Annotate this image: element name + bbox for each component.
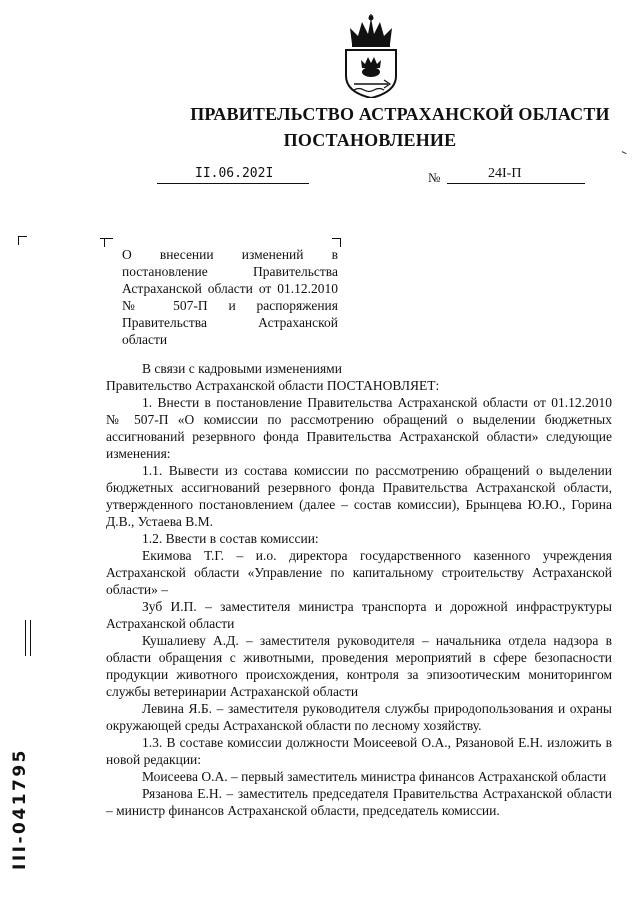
document-number: 24I-П xyxy=(488,166,522,181)
body-paragraph: Рязанова Е.Н. – заместитель председателя Правительства Астраханской области – министр финансов Астраханской области, председатель комиссии. xyxy=(106,786,612,818)
subject-bracket-left xyxy=(104,238,113,247)
body-paragraph: Зуб И.П. – заместителя министра транспорта и дорожной инфраструктуры Астраханской области xyxy=(106,599,612,631)
margin-rule xyxy=(25,620,26,656)
number-underline xyxy=(447,183,585,184)
body-paragraph: 1.1. Вывести из состава комиссии по рассмотрению обращений о выделении бюджетных ассигнований резервного фонда Правительства Астраханской области, утвержденного постановлением (далее – состав комиссии), Брынцева Ю.Ю., Горина Д.В., Устаева В.М. xyxy=(106,463,612,529)
body-paragraph: Екимова Т.Г. – и.о. директора государственного казенного учреждения Астраханской области «Управление по капитальному строительству Астраханской области» – xyxy=(106,548,612,597)
margin-rule xyxy=(30,620,31,656)
form-serial-number: III-041795 xyxy=(10,747,30,870)
body-paragraph: Моисеева О.А. – первый заместитель министра финансов Астраханской области xyxy=(142,769,607,784)
margin-corner-mark xyxy=(18,236,27,245)
document-body xyxy=(106,360,612,819)
government-title: ПРАВИТЕЛЬСТВО АСТРАХАНСКОЙ ОБЛАСТИ xyxy=(190,104,610,124)
document-date: II.06.202I xyxy=(195,166,274,181)
body-paragraph: В связи с кадровыми изменениями xyxy=(142,361,342,376)
document-subject: О внесении изменений в постановление Правительства Астраханской области от 01.12.2010 № 507-П и распоряжения Правительства Астраханской области xyxy=(122,247,338,347)
body-paragraph: Кушалиеву А.Д. – заместителя руководителя – начальника отдела надзора в области обращения с животными, проведения мероприятий в сфере безопасности продукции животного происхождения, контроля за эпизоотическим мониторингом службы ветеринарии Астраханской области xyxy=(106,633,612,699)
body-paragraph: Правительство Астраханской области ПОСТАНОВЛЯЕТ: xyxy=(106,378,440,393)
document-type: ПОСТАНОВЛЕНИЕ xyxy=(283,130,457,150)
body-paragraph: 1. Внести в постановление Правительства Астраханской области от 01.12.2010 № 507-П «О комиссии по рассмотрению обращений о выделении бюджетных ассигнований резервного фонда Правительства Астраханской области» следующие изменения: xyxy=(106,395,612,461)
body-paragraph: 1.2. Ввести в состав комиссии: xyxy=(142,531,319,546)
margin-tick xyxy=(620,151,626,157)
date-underline xyxy=(157,183,309,184)
coat-of-arms-icon xyxy=(340,14,402,98)
number-sign: № xyxy=(428,170,441,185)
body-paragraph: Левина Я.Б. – заместителя руководителя службы природопользования и охраны окружающей среды Астраханской области по лесному хозяйству. xyxy=(106,701,612,733)
body-paragraph: 1.3. В составе комиссии должности Моисеевой О.А., Рязановой Е.Н. изложить в новой редакции: xyxy=(106,735,612,767)
